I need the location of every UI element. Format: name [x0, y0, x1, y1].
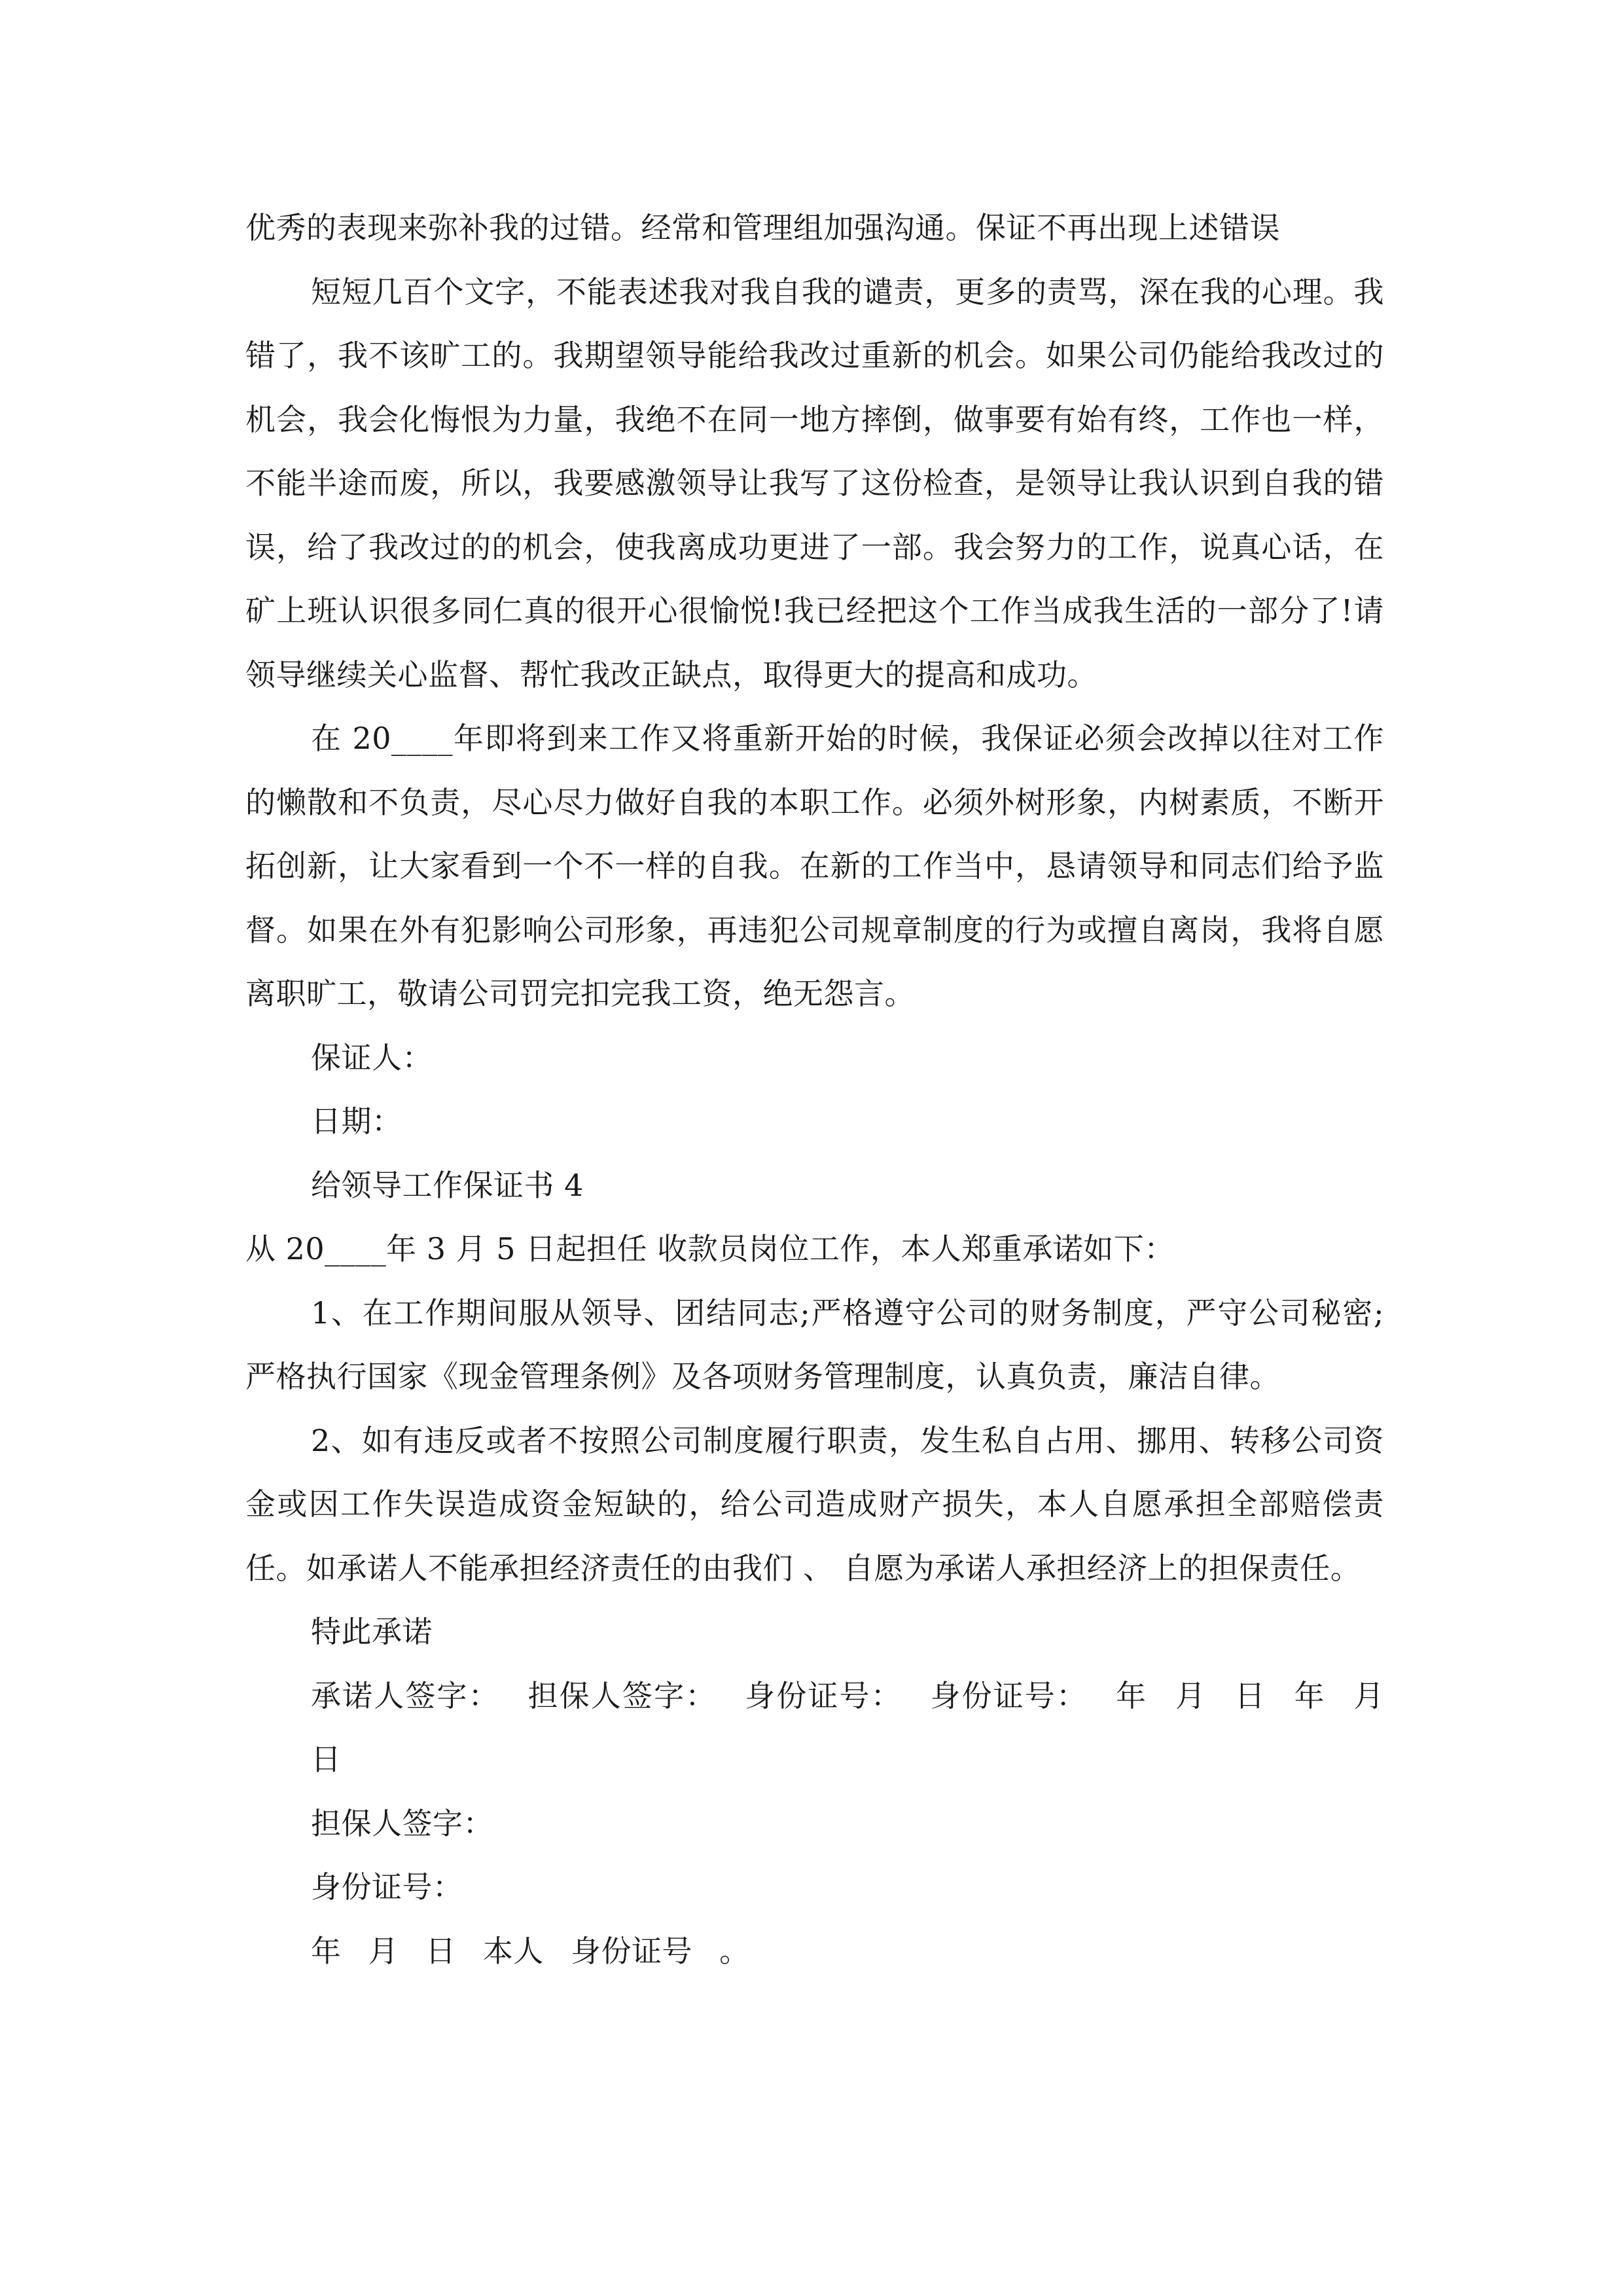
- date-id-line: 年 月 日 本人 身份证号 。: [311, 1933, 750, 1969]
- paragraph-pledge: 在 20____年即将到来工作又将重新开始的时候，我保证必须会改掉以往对工作的懒散和不负责，尽心尽力做好自我的本职工作。必须外树形象，内树素质，不断开拓创新，让大家看到一个不一样的自我。在新的工作当中，恳请领导和同志们给予监督。如果在外有犯影响公司形象，再违犯公司规章制度的行为或擅自离岗，我将自愿离职旷工，敬请公司罚完扣完我工资，绝无怨言。: [245, 721, 1384, 1011]
- hereby-commit: 特此承诺: [311, 1614, 433, 1649]
- guarantor-label: 保证人：: [311, 1039, 433, 1075]
- id-number-label: 身份证号：: [311, 1869, 463, 1905]
- paragraph-item-1: 1、在工作期间服从领导、团结同志;严格遵守公司的财务制度，严守公司秘密;严格执行国家《现金管理条例》及各项财务管理制度，认真负责，廉洁自律。: [245, 1295, 1384, 1394]
- paragraph-item-2: 2、如有违反或者不按照公司制度履行职责，发生私自占用、挪用、转移公司资金或因工作失误造成资金短缺的，给公司造成财产损失，本人自愿承担全部赔偿责任。如承诺人不能承担经济责任的由我们 、 自愿为承诺人承担经济上的担保责任。: [245, 1422, 1384, 1586]
- paragraph-apology: 短短几百个文字，不能表述我对我自我的谴责，更多的责骂，深在我的心理。我错了，我不该旷工的。我期望领导能给我改过重新的机会。如果公司仍能给我改过的机会，我会化悔恨为力量，我绝不在同一地方摔倒，做事要有始有终，工作也一样，不能半途而废，所以，我要感激领导让我写了这份检查，是领导让我认识到自我的错误，给了我改过的的机会，使我离成功更进了一部。我会努力的工作，说真心话，在矿上班认识很多同仁真的很开心很愉悦!我已经把这个工作当成我生活的一部分了!请领导继续关心监督、帮忙我改正缺点，取得更大的提高和成功。: [245, 274, 1384, 692]
- paragraph-intro: 从 20____年 3 月 5 日起担任 收款员岗位工作，本人郑重承诺如下：: [245, 1231, 1175, 1266]
- section-heading: 给领导工作保证书 4: [311, 1167, 584, 1203]
- signature-line: 承诺人签字： 担保人签字： 身份证号： 身份证号： 年 月 日 年 月 日: [311, 1677, 1384, 1777]
- guarantor-signature-label: 担保人签字：: [311, 1805, 493, 1841]
- date-label: 日期：: [311, 1103, 402, 1139]
- paragraph-continuation: 优秀的表现来弥补我的过错。经常和管理组加强沟通。保证不再出现上述错误: [245, 210, 1280, 245]
- document-body: [245, 196, 1384, 1983]
